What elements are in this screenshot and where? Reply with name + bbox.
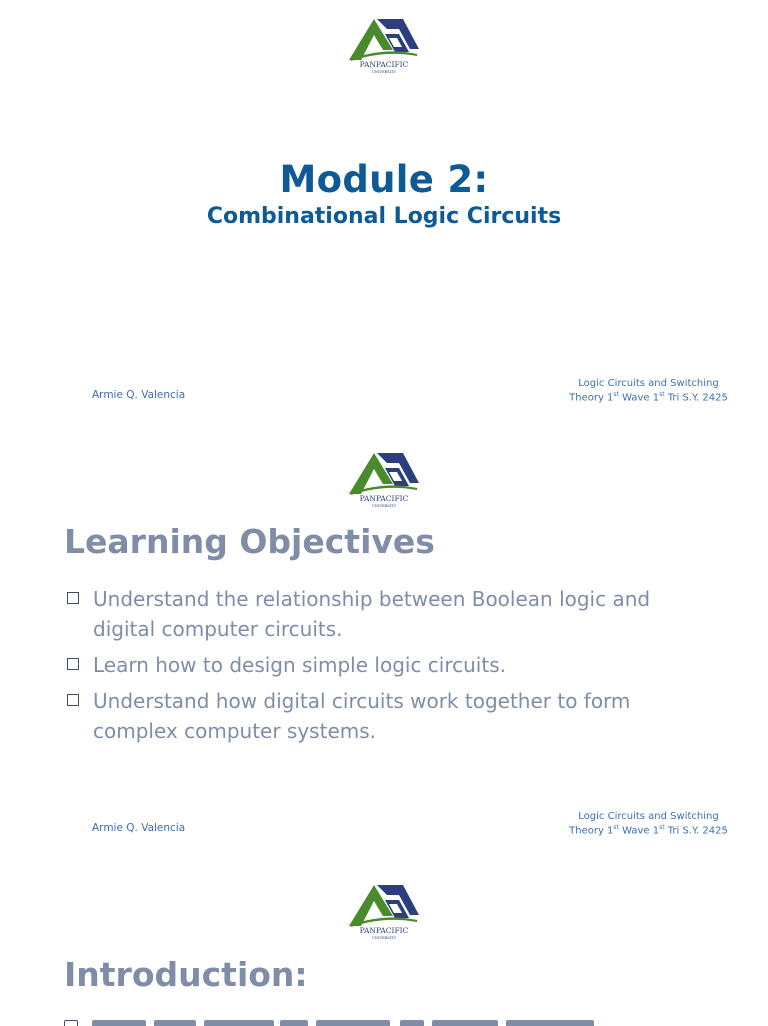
checkbox-bullet-icon <box>67 658 79 670</box>
logo-mountain-icon <box>347 880 421 940</box>
logo-subname: UNIVERSITY <box>371 70 397 74</box>
module-subtitle: Combinational Logic Circuits <box>206 204 562 229</box>
list-item: Understand how digital circuits work together to form complex computer systems. <box>64 686 704 746</box>
checkbox-bullet-icon <box>67 592 79 604</box>
checkbox-bullet-icon <box>67 694 79 706</box>
footer-course-line2: Theory 1st Wave 1st Tri S.Y. 2425 <box>569 824 728 837</box>
footer-course-line1: Logic Circuits and Switching <box>578 378 719 389</box>
logo-name: PANPACIFIC <box>359 60 409 69</box>
footer-course-line2: Theory 1st Wave 1st Tri S.Y. 2425 <box>569 391 728 404</box>
logo-mountain-icon <box>347 448 421 508</box>
section-title: Learning Objectives <box>64 522 435 561</box>
footer-author: Armie Q. Valencia <box>92 822 186 834</box>
list-item: Learn how to design simple logic circuits. <box>64 650 704 680</box>
logo-subname: UNIVERSITY <box>371 936 397 940</box>
logo-subname: UNIVERSITY <box>371 504 397 508</box>
cut-off-text-line <box>64 1016 624 1026</box>
university-logo <box>347 880 421 940</box>
footer-course <box>560 378 737 403</box>
footer-course-line1: Logic Circuits and Switching <box>578 811 719 822</box>
list-item: Understand the relationship between Boolean logic and digital computer circuits. <box>64 584 704 644</box>
module-title: Module 2: <box>279 158 489 201</box>
footer-course <box>560 811 737 836</box>
university-logo <box>347 448 421 508</box>
logo-name: PANPACIFIC <box>359 494 409 503</box>
footer-author: Armie Q. Valencia <box>92 389 186 401</box>
objectives-list <box>64 584 704 752</box>
university-logo <box>347 14 421 74</box>
section-title: Introduction: <box>64 955 308 994</box>
logo-mountain-icon <box>347 14 421 74</box>
logo-name: PANPACIFIC <box>359 926 409 935</box>
